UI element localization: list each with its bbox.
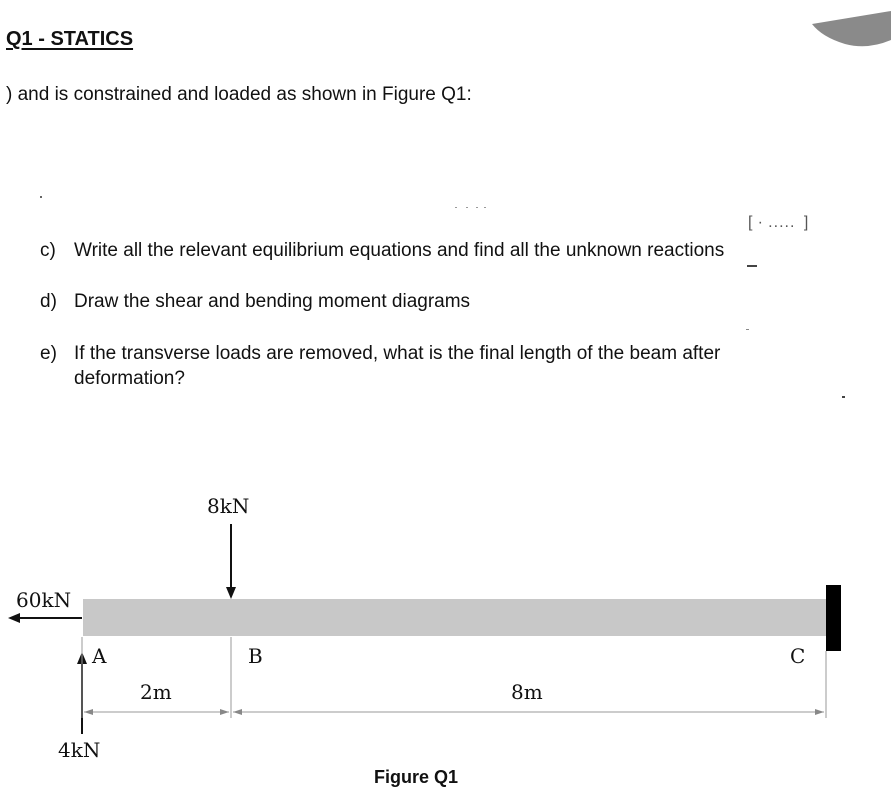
scan-speck xyxy=(40,196,42,198)
load-label-8kn: 8kN xyxy=(207,494,250,518)
scan-speck xyxy=(455,207,457,208)
question-c-letter: c) xyxy=(40,240,56,261)
dimension-label-bc: 8m xyxy=(511,680,543,704)
question-d-text: Draw the shear and bending moment diagrams xyxy=(74,291,471,312)
section-heading: Q1 - STATICS xyxy=(6,28,134,50)
point-label-b: B xyxy=(248,644,263,668)
question-d xyxy=(40,289,860,315)
figure-caption: Figure Q1 xyxy=(374,767,459,787)
point-label-c: C xyxy=(790,644,806,668)
question-e-letter: e) xyxy=(40,343,57,364)
scan-speck xyxy=(747,265,757,267)
beam xyxy=(83,599,826,636)
dimension-bc-arrowhead-right xyxy=(815,709,824,715)
dimension-label-ab: 2m xyxy=(140,680,172,704)
load-label-4kn: 4kN xyxy=(58,738,101,762)
question-e-text-line-1: If the transverse loads are removed, what is the final length of the beam after xyxy=(74,343,721,364)
question-e xyxy=(40,341,860,393)
question-c-text: Write all the relevant equilibrium equations and find all the unknown reactions xyxy=(74,240,725,261)
fixed-support-wall xyxy=(826,585,841,651)
load-arrow-8kn-head xyxy=(226,587,236,599)
question-e-text-line-2: deformation? xyxy=(74,368,185,389)
load-label-60kn: 60kN xyxy=(16,588,72,612)
intro-text: ) and is constrained and loaded as shown in Figure Q1: xyxy=(6,84,472,105)
point-label-a: A xyxy=(92,644,107,668)
marks-fragment: [ · ..... ] xyxy=(748,214,810,231)
scan-speck xyxy=(466,207,468,208)
question-c xyxy=(40,238,860,264)
corner-decoration-shape xyxy=(812,11,891,46)
dimension-bc-arrowhead-left xyxy=(233,709,242,715)
scan-speck xyxy=(842,396,845,398)
scan-speck xyxy=(746,329,749,330)
load-arrow-60kn-head xyxy=(8,613,20,623)
scan-speck xyxy=(484,207,486,208)
dimension-ab-arrowhead-right xyxy=(220,709,229,715)
scan-speck xyxy=(476,207,478,208)
question-d-letter: d) xyxy=(40,291,57,312)
dimension-ab-arrowhead-left xyxy=(84,709,93,715)
